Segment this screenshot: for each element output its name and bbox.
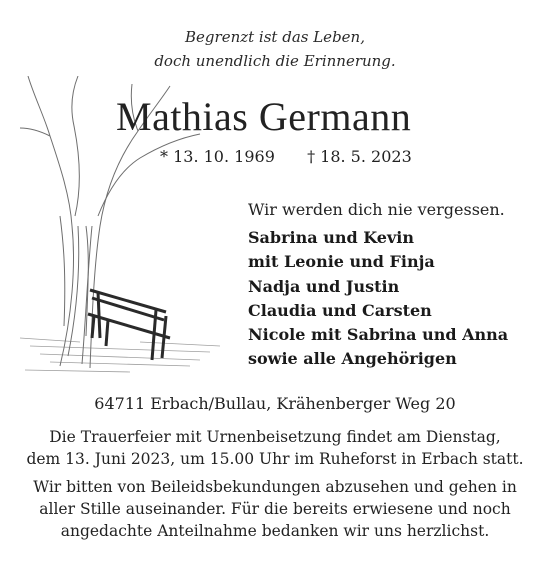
tribute-text: Wir werden dich nie vergessen. <box>248 200 505 219</box>
birth-date: * 13. 10. 1969 <box>160 147 275 166</box>
quote-line-2: doch unendlich die Erinnerung. <box>154 52 396 70</box>
closing-line-2: aller Stille auseinander. Für die bereits erwiesene und noch <box>39 500 511 518</box>
closing-line-3: angedachte Anteilnahme bedanken wir uns herzlichst. <box>60 522 490 540</box>
mourners-list <box>248 226 508 372</box>
mourner-line: Sabrina und Kevin <box>248 228 414 247</box>
deceased-name: Mathias Germann <box>116 94 412 139</box>
closing-line-1: Wir bitten von Beileidsbekundungen abzusehen und gehen in <box>33 478 517 496</box>
quote-line-1: Begrenzt ist das Leben, <box>185 28 365 46</box>
mourner-line: Nicole mit Sabrina und Anna <box>248 325 509 345</box>
mourner-line: mit Leonie und Finja <box>248 252 435 272</box>
mourner-line: Nadja und Justin <box>248 276 400 296</box>
mourner-line: sowie alle Angehörigen <box>248 349 457 369</box>
address: 64711 Erbach/Bullau, Krähenberger Weg 20 <box>94 394 456 413</box>
life-dates <box>160 146 412 168</box>
ceremony-line-1: Die Trauerfeier mit Urnenbeisetzung findet am Dienstag, <box>49 428 501 446</box>
ceremony-info <box>0 426 550 470</box>
death-date: † 18. 5. 2023 <box>307 147 412 166</box>
mourner-line: Claudia und Carsten <box>248 300 432 320</box>
closing-text <box>0 476 550 542</box>
ceremony-line-2: dem 13. Juni 2023, um 15.00 Uhr im Ruheforst in Erbach statt. <box>26 450 524 468</box>
